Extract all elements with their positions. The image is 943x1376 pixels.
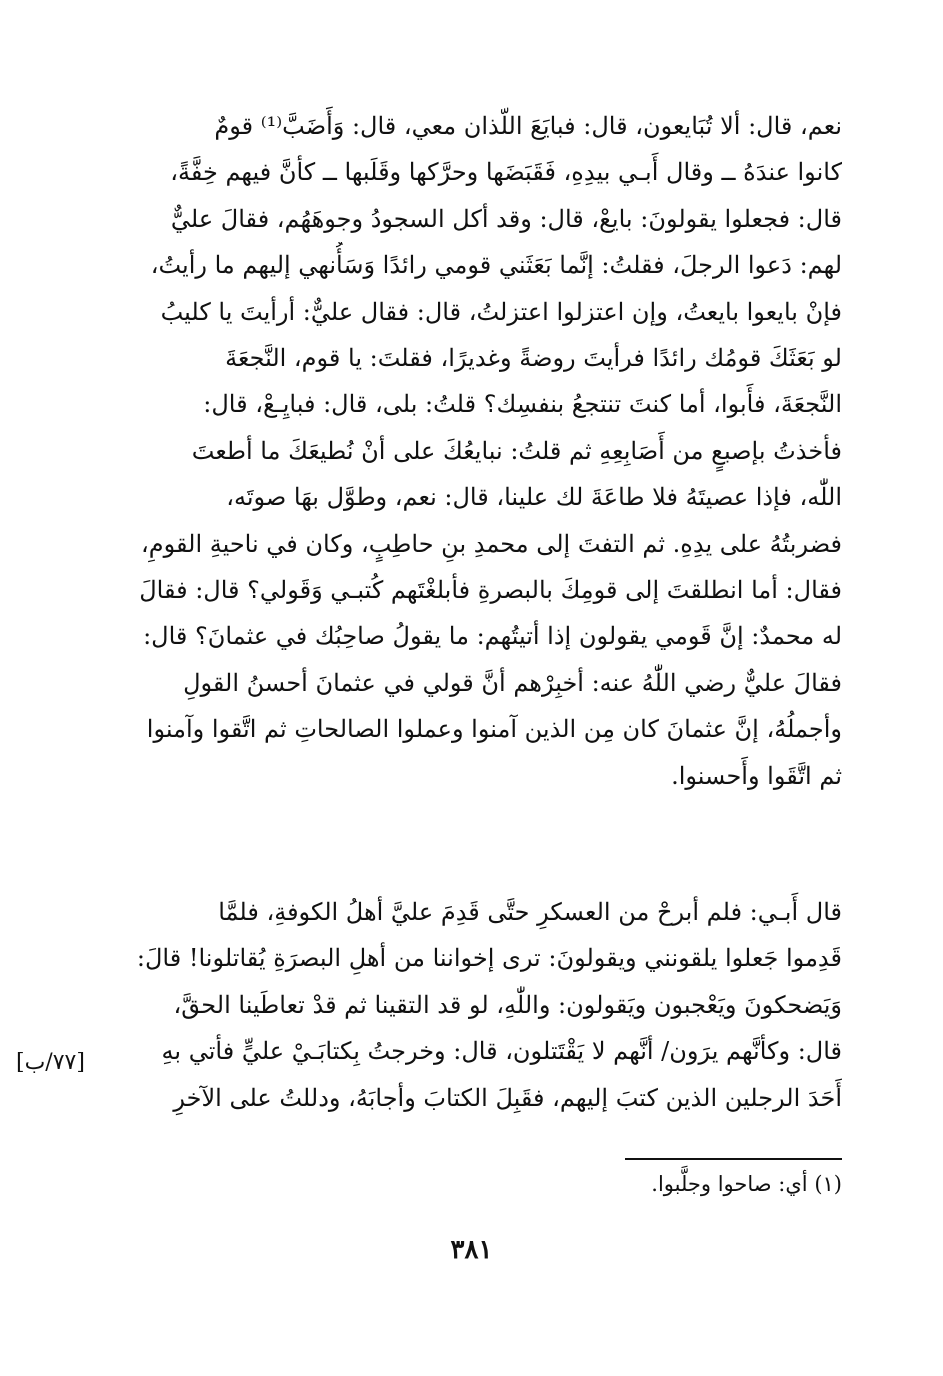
text-line: لهم: دَعوا الرجلَ، فقلتُ: إنَّما بَعَثَني قومي رائدًا وَسَأُنهي إليهم ما رأيتُ، <box>150 251 842 280</box>
page-number: ٣٨١ <box>450 1235 493 1265</box>
text-line: فأخذتُ بإصبعٍ من أَصَابِعِهِ ثم قلتُ: نبايعُكَ على أنْ نُطيعَكَ ما أطعتَ <box>191 436 842 465</box>
text-line: فضربتُهُ على يدِهِ. ثم التفتَ إلى محمدِ بنِ حاطِبٍ، وكان في ناحيةِ القومِ، <box>140 529 842 558</box>
footnote-separator <box>625 1158 842 1160</box>
text-line: قال: وكأنَّهم يرَون/ أنَّهم لا يَقْتَتلون، قال: وخرجتُ بِكتابَـيْ عليٍّ فأتي بهِ <box>161 1037 842 1066</box>
text-line: اللّٰه، فإذا عصيتَهُ فلا طاعَةَ لك علينا، قال: نعم، وطوَّل بهَا صوتَه، <box>226 483 842 512</box>
text-line: كانوا عندَهُ ــ وقال أَبـي بيدِهِ، فَقَبَضَها وحرَّكها وقَلَبها ــ كأنَّ فيهم خِفَّةً، <box>170 158 842 187</box>
text-line: قَدِموا جَعلوا يلقونني ويقولونَ: ترى إخواننا من أهلِ البصرَةِ يُقاتلونا! قالَ: <box>136 944 842 973</box>
text-line: أَحَدَ الرجلين الذين كتبَ إليهم، فقَبِلَ الكتابَ وأجابَهُ، ودللتُ على الآخرِ <box>173 1083 842 1112</box>
text-line: فقال: أما انطلقتَ إلى قومِكَ بالبصرةِ فأبلغْتَهم كُتبـي وَقَولي؟ قال: فقالَ <box>139 576 842 605</box>
text-line: وَيَضحكونَ ويَعْجبون ويَقولون: واللّٰهِ، لو قد التقينا ثم قدْ تعاطَينا الحقَّ، <box>173 990 842 1019</box>
text-line: قال: فجعلوا يقولونَ: بايعْ، قال: وقد أكل السجودُ وجوهَهُم، فقالَ عليٌّ <box>170 204 842 233</box>
text-line: قال أَبـي: فلم أبرحْ من العسكرِ حتَّى قَدِمَ عليَّ أهلُ الكوفةِ، فلمَّا <box>218 898 842 926</box>
paragraph-2 <box>100 889 842 1121</box>
text-line: وأجملُهُ، إنَّ عثمانَ كان مِن الذين آمنوا وعملوا الصالحاتِ ثم اتَّقوا وآمنوا <box>146 715 842 744</box>
text-line: فقالَ عليٌّ رضي اللّٰهُ عنه: أخبِرْهم أنَّ قولي في عثمانَ أحسنُ القولِ <box>183 668 842 697</box>
text-line: النَّجعَةَ، فأَبوا، أما كنتَ تنتجعُ بنفسِك؟ قلتُ: بلى، قال: فبايِـعْ، قال: <box>203 390 842 419</box>
footnote: (١) أي: صاحوا وجلَّبوا. <box>651 1172 842 1196</box>
text-line: نعم، قال: ألا تُبَايعون، قال: فبايَعَ اللّذان معي، قال: وَأَضَبَّ⁽¹⁾ قومٌ <box>214 112 842 140</box>
text-line: فإنْ بايعوا بايعتُ، وإن اعتزلوا اعتزلتُ، قال: فقال عليٌّ: أرأيتَ يا كليبُ <box>160 297 842 326</box>
text-line: لو بَعَثَكَ قومُك رائدًا فرأيتَ روضةً وغديرًا، فقلتَ: يا قوم، النَّجعَةَ <box>225 344 842 373</box>
text-line: له محمدٌ: إنَّ قَومي يقولون إذا أتيتُهم: ما يقولُ صاحِبُك في عثمانَ؟ قال: <box>143 622 842 651</box>
manuscript-folio-marker: [٧٧/ب] <box>16 1050 85 1075</box>
paragraph-1 <box>100 103 842 799</box>
text-line-last: ثم اتَّقَوا وأَحسنوا. <box>671 761 842 790</box>
